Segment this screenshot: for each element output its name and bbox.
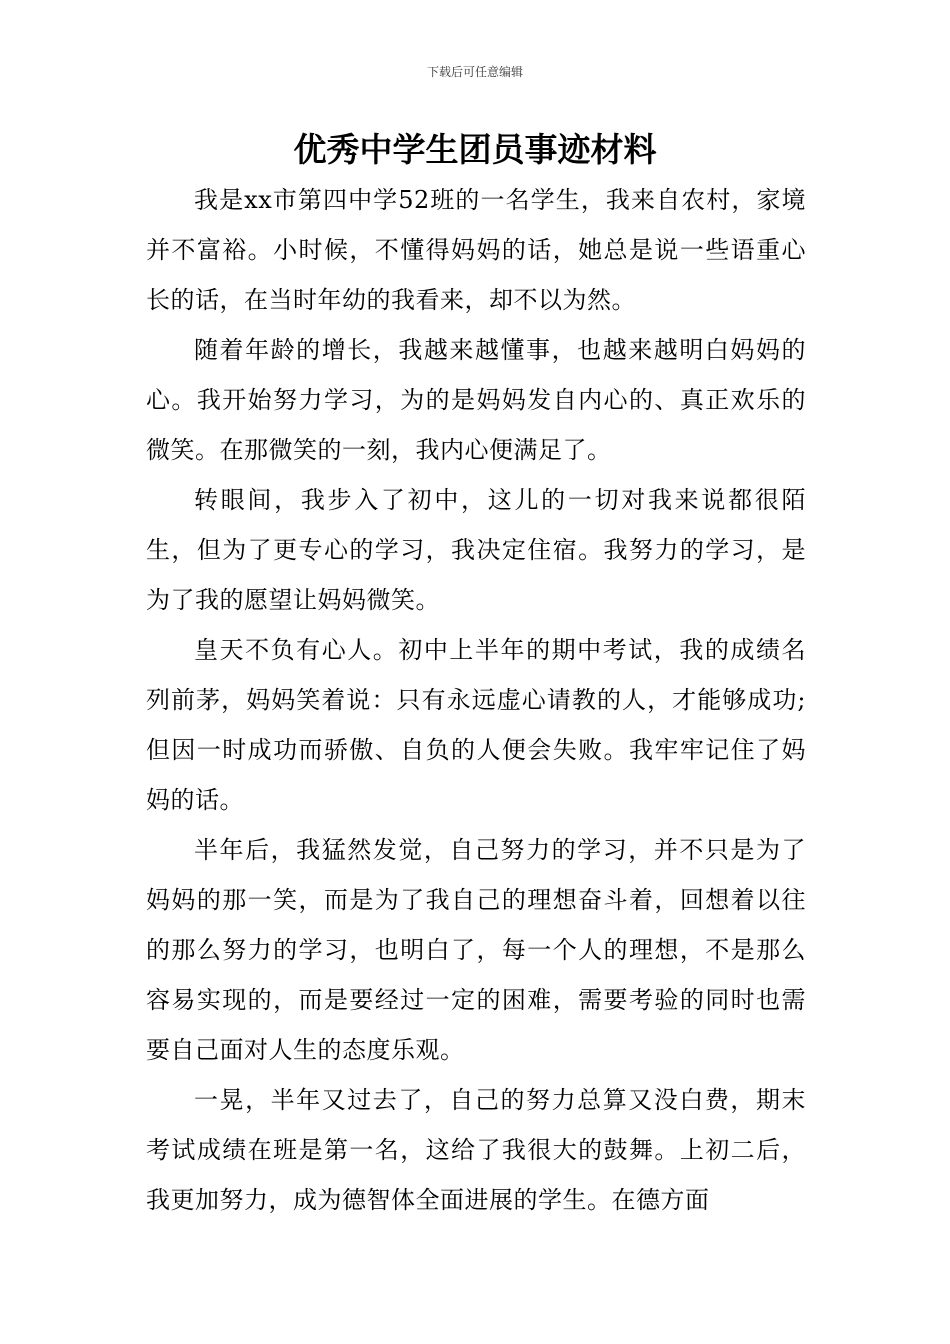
paragraph-2: 随着年龄的增长，我越来越懂事，也越来越明白妈妈的心。我开始努力学习，为的是妈妈发自内心的、真正欢乐的微笑。在那微笑的一刻，我内心便满足了。 (146, 336, 806, 464)
paragraph-5: 半年后，我猛然发觉，自己努力的学习，并不只是为了妈妈的那一笑，而是为了我自己的理想奋斗着，回想着以往的那么努力的学习，也明白了，每一个人的理想，不是那么容易实现的，而是要经过一定的困难，需要考验的同时也需要自己面对人生的态度乐观。 (146, 836, 806, 1064)
document-title: 优秀中学生团员事迹材料 (293, 130, 657, 169)
paragraph-1: 我是xx市第四中学52班的一名学生，我来自农村，家境并不富裕。小时候，不懂得妈妈的话，她总是说一些语重心长的话，在当时年幼的我看来，却不以为然。 (146, 186, 806, 314)
paragraph-6: 一晃，半年又过去了，自己的努力总算又没白费，期末考试成绩在班是第一名，这给了我很大的鼓舞。上初二后，我更加努力，成为德智体全面进展的学生。在德方面 (146, 1086, 806, 1214)
header-note: 下载后可任意编辑 (426, 65, 523, 79)
paragraph-3: 转眼间，我步入了初中，这儿的一切对我来说都很陌生，但为了更专心的学习，我决定住宿。我努力的学习，是为了我的愿望让妈妈微笑。 (146, 486, 806, 614)
document-body (146, 175, 806, 1225)
paragraph-4: 皇天不负有心人。初中上半年的期中考试，我的成绩名列前茅，妈妈笑着说：只有永远虚心请教的人，才能够成功;但因一时成功而骄傲、自负的人便会失败。我牢牢记住了妈妈的话。 (146, 636, 806, 814)
